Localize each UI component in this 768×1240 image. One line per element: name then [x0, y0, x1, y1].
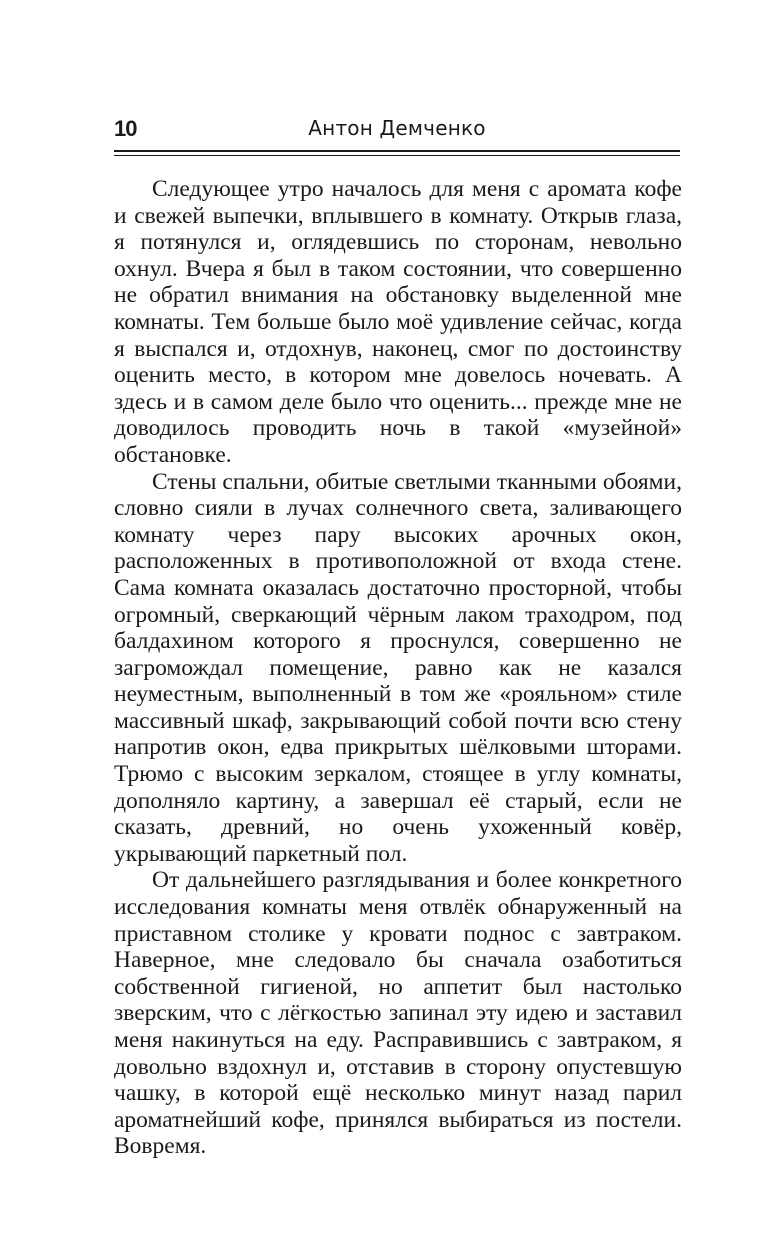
- running-head-author: Антон Демченко: [308, 116, 486, 140]
- paragraph: Стены спальни, обитые светлыми тканными обоями, словно сияли в лучах солнечного света, заливающего комнату через пару высоких арочных окон, расположенных в противоположной от входа стене. Сама комната оказалась достаточно просторной, чтобы огромный, сверкающий чёрным лаком траходром, под балдахином которого я проснулся, совершенно не загромождал помещение, равно как не казался неуместным, выполненный в том же «рояльном» стиле массивный шкаф, закрывающий собой почти всю стену напротив окон, едва прикрытых шёлковыми шторами. Трюмо с высоким зеркалом, стоящее в углу комнаты, дополняло картину, а завершал её старый, если не сказать, древний, но очень ухоженный ковёр, укрывающий паркетный пол.: [114, 468, 682, 867]
- header-rule-thin: [114, 155, 680, 156]
- page-header: [114, 112, 680, 144]
- paragraph: Следующее утро началось для меня с аромата кофе и свежей выпечки, вплывшего в комнату. Открыв глаза, я потянулся и, оглядевшись по сторонам, невольно охнул. Вчера я был в таком состоянии, что совершенно не обратил внимания на обстановку выделенной мне комнаты. Тем больше было моё удивление сейчас, когда я выспался и, отдохнув, наконец, смог по достоинству оценить место, в котором мне довелось ночевать. А здесь и в самом деле было что оценить... прежде мне не доводилось проводить ночь в такой «музейной» обстановке.: [114, 176, 682, 468]
- paragraph: От дальнейшего разглядывания и более конкретного исследования комнаты меня отвлёк обнаруженный на приставном столике у кровати поднос с завтраком. Наверное, мне следовало бы сначала озаботиться собственной гигиеной, но аппетит был настолько зверским, что с лёгкостью запинал эту идею и заставил меня накинуться на еду. Расправившись с завтраком, я довольно вздохнул и, отставив в сторону опустевшую чашку, в которой ещё несколько минут назад парил ароматнейший кофе, принялся выбираться из постели. Вовремя.: [114, 867, 682, 1160]
- page-number: 10: [114, 116, 137, 141]
- body-text: [114, 176, 682, 1160]
- header-rule: [114, 150, 680, 152]
